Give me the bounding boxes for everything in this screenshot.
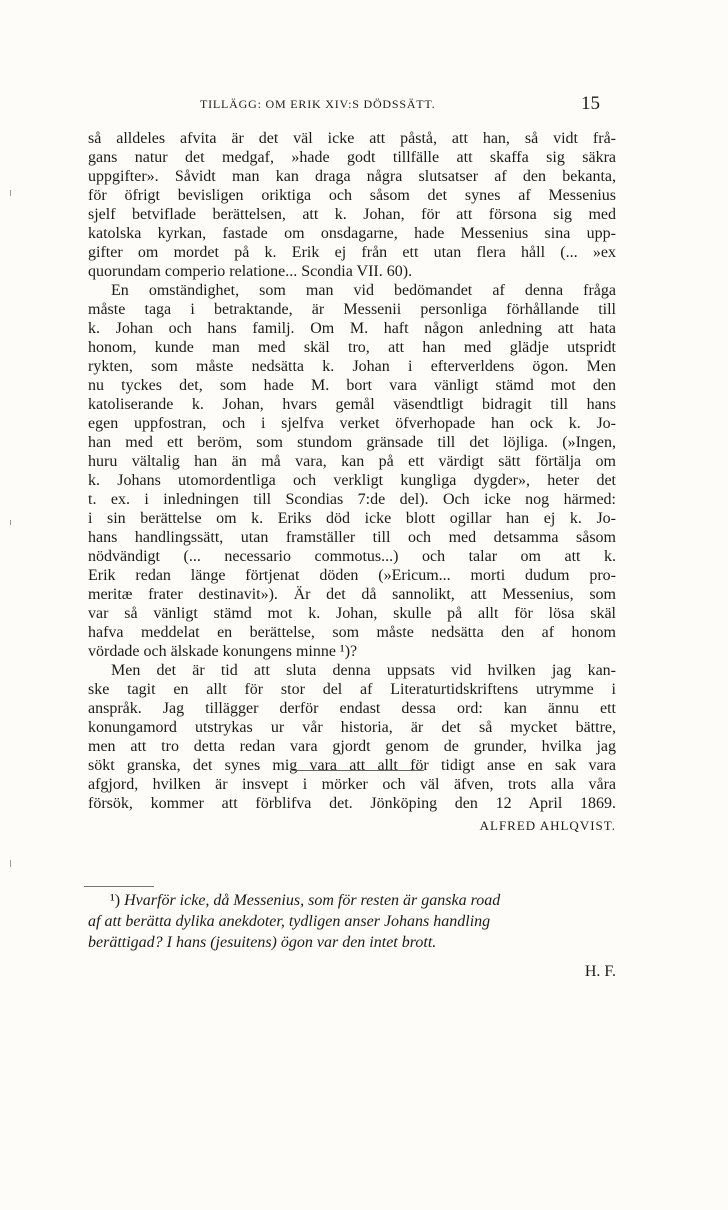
footnote-line: af att berätta dylika anekdoter, tydligen anser Johans handling — [88, 913, 491, 930]
text-line: egen uppfostran, och i sjelfva verket öfverhopade han ock k. Jo- — [88, 415, 616, 432]
footnote-marker: ¹) — [110, 892, 121, 909]
footnote-divider — [84, 886, 154, 887]
footnote-line: berättigad? I hans (jesuitens) ögon var den intet brott. — [88, 934, 437, 951]
text-line: Men det är tid att sluta denna uppsats vid hvilken jag kan- — [111, 662, 616, 679]
text-line: vördade och älskade konungens minne ¹)? — [88, 643, 358, 660]
text-line: quorundam comperio relatione... Scondia VII. 60). — [88, 263, 413, 280]
text-line: rykten, som måste nedsätta k. Johan i efterverldens ögon. Men — [88, 358, 616, 375]
text-line: uppgifter». Såvidt man kan draga några slutsatser af den bekanta, — [88, 168, 616, 185]
footnote-line — [110, 891, 616, 911]
running-header — [200, 93, 600, 115]
text-line: så alldeles afvita är det väl icke att påstå, att han, så vidt frå- — [88, 130, 616, 147]
running-header-title: TILLÄGG: OM ERIK XIV:S DÖDSSÄTT. — [200, 97, 436, 111]
text-line: gans natur det medgaf, »hade godt tillfälle att skaffa sig säkra — [88, 149, 616, 166]
text-line: anspråk. Jag tillägger derför endast dessa ord: kan ännu ett — [88, 700, 616, 717]
text-line: k. Johans utomordentliga och verkligt kungliga dygder», heter det — [88, 472, 616, 489]
text-line: för öfrigt bevisligen oriktiga och såsom det synes af Messenius — [88, 187, 616, 204]
text-line: försök, kommer att förblifva det. Jönköping den 12 April 1869. — [88, 795, 616, 812]
text-line: nu tyckes det, som hade M. bort vara vänligt stämd mot den — [88, 377, 616, 394]
text-line: katoliserande k. Johan, hvars gemål väsendtligt bidragit till hans — [88, 396, 616, 413]
text-line: afgjord, hvilken är insvept i mörker och väl äfven, trots alla våra — [88, 776, 616, 793]
text-line: honom, kunde man med skäl tro, att han med glädje utspridt — [88, 339, 616, 356]
margin-speck — [10, 190, 11, 196]
text-line: Erik redan länge förtjenat döden (»Ericum... morti dudum pro- — [88, 567, 616, 584]
text-line: gifter om mordet på k. Erik ej från ett utan flera håll (... »ex — [88, 244, 616, 261]
text-line: ske tagit en allt för stor del af Literaturtidskriftens utrymme i — [88, 681, 616, 698]
text-line: sjelf betviflade berättelsen, att k. Johan, för att försona sig med — [88, 206, 616, 223]
margin-speck — [10, 520, 11, 525]
text-line: huru vältalig han än må vara, kan på ett värdigt sätt förtälja om — [88, 453, 616, 470]
text-line: katolska kyrkan, fastade om onsdagarne, hade Messenius sina upp- — [88, 225, 616, 242]
author-signature: ALFRED AHLQVIST. — [479, 818, 616, 833]
text-line: t. ex. i inledningen till Scondias 7:de del). Och icke nog härmed: — [88, 491, 616, 508]
text-line: meritæ frater destinavit»). Är det då sannolikt, att Messenius, som — [88, 586, 616, 603]
text-line: i sin berättelse om k. Eriks död icke blott ogillar han ej k. Jo- — [88, 510, 616, 527]
text-line: nödvändigt (... necessario commotus...) och talar om att k. — [88, 548, 616, 565]
footnote-text: Hvarför icke, då Messenius, som för resten är ganska road — [124, 892, 501, 909]
text-line: konungamord utstrykas ur vår historia, är det så mycket bättre, — [88, 719, 616, 736]
text-line: var så vänligt stämd mot k. Johan, skulle på allt för lösa skäl — [88, 605, 616, 622]
text-line: han med ett beröm, som stundom gränsade till det löjliga. (»Ingen, — [88, 434, 616, 451]
end-rule — [292, 770, 424, 771]
text-line: men att tro detta redan vara gjordt genom de grunder, hvilka jag — [88, 738, 616, 755]
text-line: En omständighet, som man vid bedömandet af denna fråga — [111, 282, 616, 299]
page-number: 15 — [581, 93, 600, 114]
text-line: k. Johan och hans familj. Om M. haft någon anledning att hata — [88, 320, 616, 337]
text-line: hafva meddelat en berättelse, som måste nedsätta den af honom — [88, 624, 616, 641]
text-line: måste taga i betraktande, är Messenii personliga förhållande till — [88, 301, 616, 318]
text-line: hans handlingssätt, utan framställer till och med detsamma såsom — [88, 529, 616, 546]
text-line: sökt granska, det synes mig vara att allt för tidigt anse en sak vara — [88, 757, 616, 774]
footnote-initials: H. F. — [584, 963, 616, 980]
margin-speck — [10, 860, 11, 867]
